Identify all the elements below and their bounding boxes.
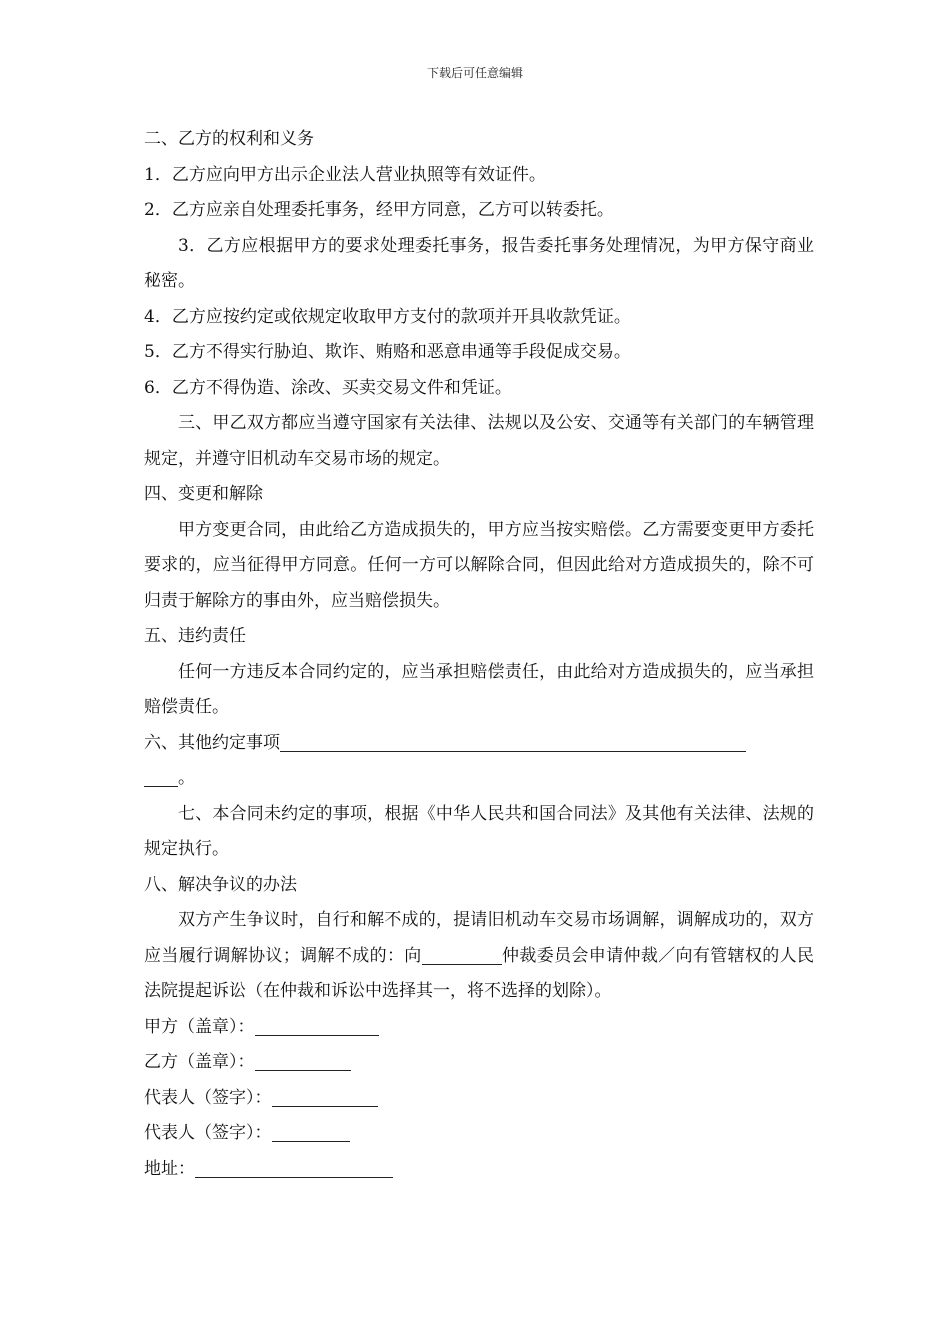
signature-rep-a (144, 1081, 814, 1117)
other-terms-blank[interactable] (280, 731, 746, 752)
signature-party-a (144, 1010, 814, 1046)
section-4-title: 四、变更和解除 (144, 484, 263, 504)
party-a-label: 甲方（盖章）： (144, 1016, 255, 1037)
rep-a-label: 代表人（签字）： (144, 1087, 272, 1108)
section-8-text-b: 仲裁委员会申请仲裁／向有管辖权的人民法院提起诉讼（在仲裁和诉讼中选择其一，将不选择的划除）。 (144, 945, 815, 1001)
other-terms-blank-continued[interactable] (144, 766, 178, 787)
rep-b-signature-blank[interactable] (272, 1121, 350, 1142)
section-6-label: 六、其他约定事项 (144, 732, 280, 753)
section-2-item-6: 6．乙方不得伪造、涂改、买卖交易文件和凭证。 (144, 377, 512, 398)
page-header: 下载后可任意编辑 (426, 66, 523, 80)
section-6-continuation (144, 761, 814, 797)
rep-b-label: 代表人（签字）： (144, 1123, 272, 1143)
section-8-title: 八、解决争议的办法 (144, 874, 297, 895)
contract-body (144, 122, 814, 1187)
section-8-text-a: 双方产生争议时，自行和解不成的，提请旧机动车交易市场调解，调解成功的，双方应当履行调解协议；调解不成的：向 (144, 910, 814, 966)
section-8-text (144, 903, 814, 1010)
party-a-seal-blank[interactable] (255, 1015, 379, 1036)
section-2-item-3: 3．乙方应根据甲方的要求处理委托事务，报告委托事务处理情况，为甲方保守商业秘密。 (144, 235, 814, 291)
party-b-seal-blank[interactable] (255, 1050, 351, 1071)
section-4-text: 甲方变更合同，由此给乙方造成损失的，甲方应当按实赔偿。乙方需要变更甲方委托要求的，应当征得甲方同意。任何一方可以解除合同，但因此给对方造成损失的，除不可归责于解除方的事由外，应当赔偿损失。 (144, 519, 814, 611)
address-blank[interactable] (195, 1157, 393, 1178)
arbitration-committee-blank[interactable] (422, 944, 502, 965)
section-5-title: 五、违约责任 (144, 626, 246, 646)
signature-party-b (144, 1045, 814, 1081)
section-5-text: 任何一方违反本合同约定的，应当承担赔偿责任，由此给对方造成损失的，应当承担赔偿责任。 (144, 661, 814, 717)
section-6-line (144, 726, 814, 762)
section-2-item-4: 4．乙方应按约定或依规定收取甲方支付的款项并开具收款凭证。 (144, 306, 631, 327)
section-2-item-1: 1．乙方应向甲方出示企业法人营业执照等有效证件。 (144, 164, 546, 185)
section-3-text: 三、甲乙双方都应当遵守国家有关法律、法规以及公安、交通等有关部门的车辆管理规定，并遵守旧机动车交易市场的规定。 (144, 413, 814, 469)
party-b-label: 乙方（盖章）： (144, 1052, 255, 1072)
section-2-item-5: 5．乙方不得实行胁迫、欺诈、贿赂和恶意串通等手段促成交易。 (144, 342, 631, 362)
rep-a-signature-blank[interactable] (272, 1086, 378, 1107)
signature-rep-b (144, 1116, 814, 1152)
section-7-text: 七、本合同未约定的事项，根据《中华人民共和国合同法》及其他有关法律、法规的规定执行。 (144, 803, 814, 859)
section-2-item-2: 2．乙方应亲自处理委托事务，经甲方同意，乙方可以转委托。 (144, 200, 614, 220)
section-2-title: 二、乙方的权利和义务 (144, 129, 314, 149)
section-6-end: 。 (178, 768, 195, 788)
address-label: 地址： (144, 1158, 195, 1179)
signature-address (144, 1152, 814, 1188)
